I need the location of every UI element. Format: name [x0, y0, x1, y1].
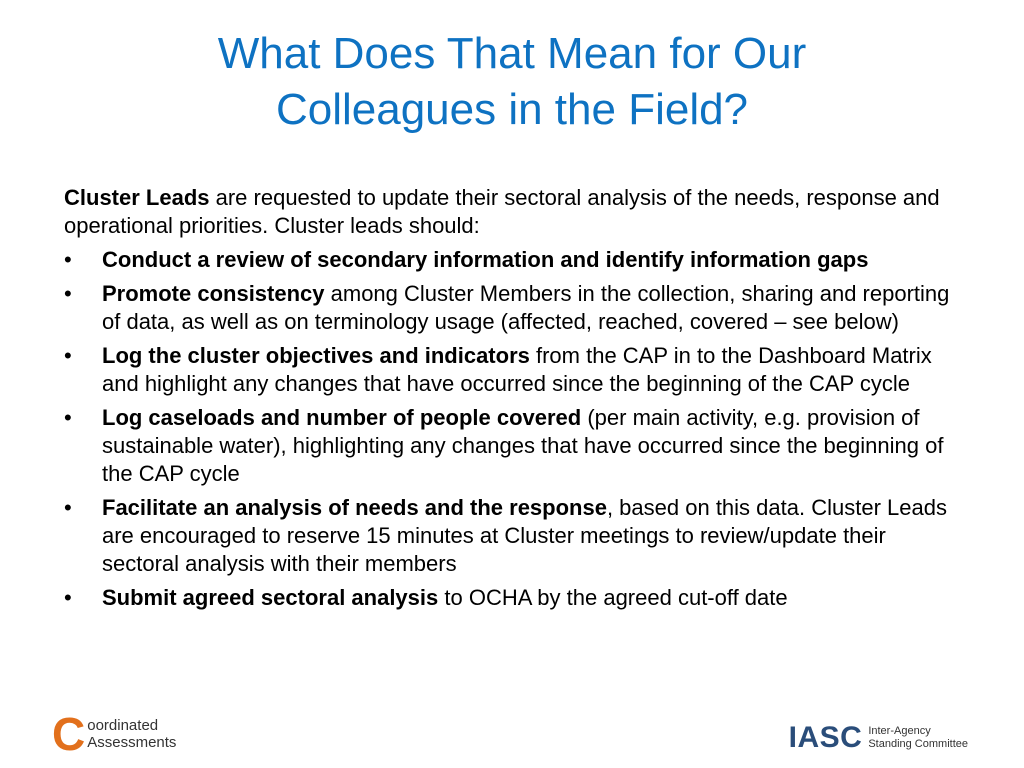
bullet-text: among Cluster Members in the collection, sharing and reporting of data, as well as on terminology usage (affected, reached, covered – see below)	[102, 281, 950, 334]
bullet-dot: •	[64, 585, 72, 610]
bullet-bold: Log caseloads and number of people covered	[102, 405, 582, 430]
logo-wordmark	[87, 717, 176, 751]
iasc-logo	[789, 720, 968, 756]
bullet-dot: •	[64, 405, 72, 430]
bullet-item	[64, 280, 964, 336]
bullet-item	[64, 404, 964, 488]
bullet-bold: Submit agreed sectoral analysis	[102, 585, 439, 610]
iasc-line-2: Standing Committee	[868, 738, 968, 750]
intro-bold: Cluster Leads	[64, 185, 210, 210]
bullet-bold: Conduct a review of secondary information and identify information gaps	[102, 247, 869, 272]
bullet-text: (per main activity, e.g. provision of sustainable water), highlighting any changes that have occurred since the beginning of the CAP cycle	[102, 405, 944, 486]
title-line-1: What Does That Mean for Our	[217, 29, 807, 78]
bullet-text: , based on this data. Cluster Leads are encouraged to reserve 15 minutes at Cluster meetings to review/update their sectoral analysis with their members	[102, 495, 947, 576]
logo-initial: C	[52, 708, 86, 760]
slide-body	[64, 184, 964, 618]
intro-paragraph	[64, 184, 964, 240]
bullet-text: to OCHA by the agreed cut-off date	[438, 585, 788, 610]
bullet-text: from the CAP in to the Dashboard Matrix and highlight any changes that have occurred since the beginning of the CAP cycle	[102, 343, 932, 396]
bullet-dot: •	[64, 343, 72, 368]
bullet-bold: Promote consistency	[102, 281, 325, 306]
bullet-bold: Facilitate an analysis of needs and the response	[102, 495, 607, 520]
slide-title	[0, 26, 1024, 138]
iasc-acronym: IASC	[788, 721, 863, 754]
bullet-dot: •	[64, 281, 72, 306]
bullet-item	[64, 246, 964, 274]
bullet-dot: •	[64, 495, 72, 520]
bullet-list	[64, 246, 964, 612]
bullet-dot: •	[64, 247, 72, 272]
coordinated-assessments-logo	[52, 708, 177, 760]
bullet-bold: Log the cluster objectives and indicators	[102, 343, 530, 368]
bullet-item	[64, 342, 964, 398]
bullet-item	[64, 494, 964, 578]
logo-line-2: Assessments	[87, 734, 177, 751]
iasc-fullname	[868, 725, 968, 751]
bullet-item	[64, 584, 964, 612]
logo-line-1: oordinated	[87, 717, 159, 734]
title-line-2: Colleagues in the Field?	[275, 85, 749, 134]
intro-text: are requested to update their sectoral analysis of the needs, response and operational priorities. Cluster leads should:	[64, 185, 940, 238]
iasc-line-1: Inter-Agency	[868, 725, 931, 737]
